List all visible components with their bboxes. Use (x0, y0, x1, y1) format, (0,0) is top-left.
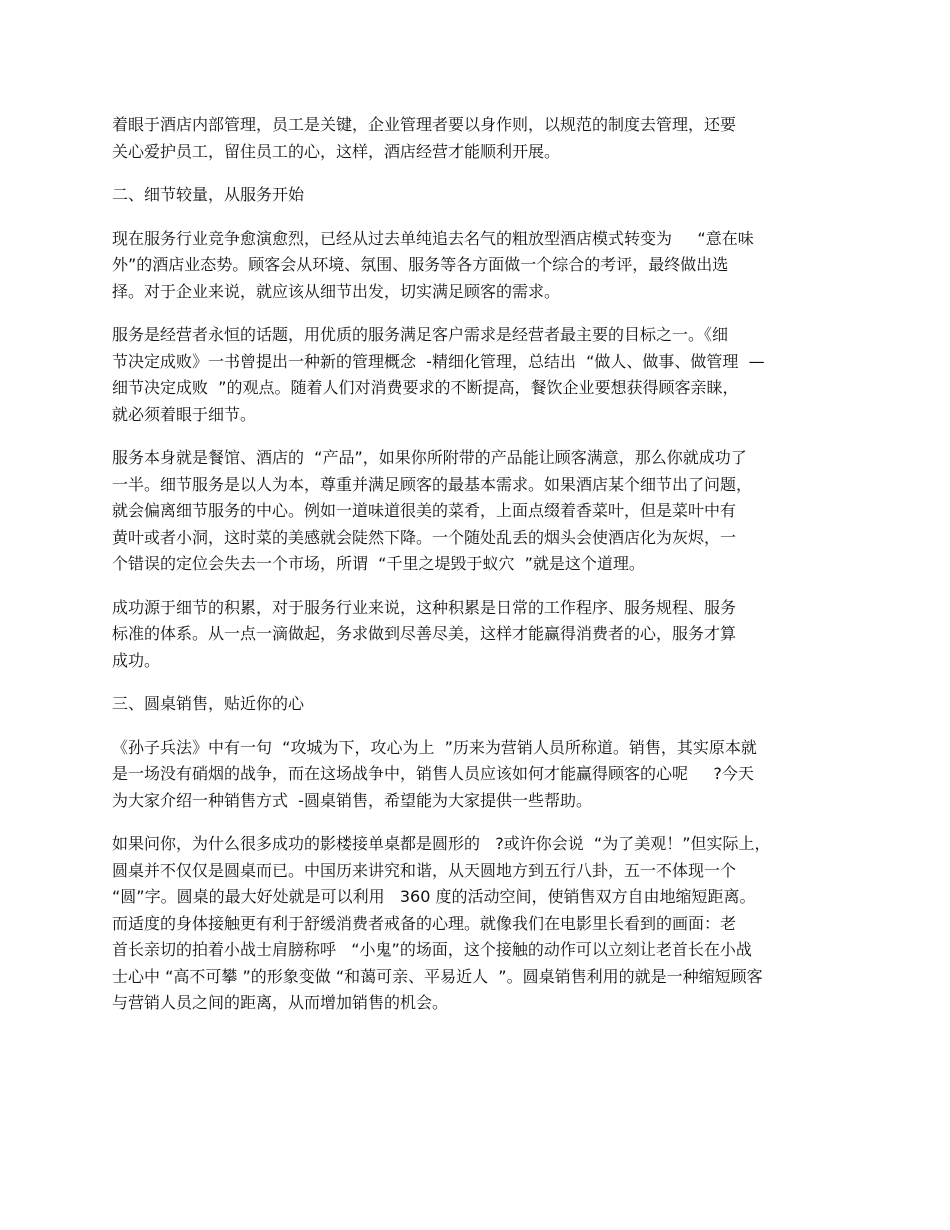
section-heading (112, 691, 832, 718)
text-line: 成功源于细节的积累，对于服务行业来说，这种积累是日常的工作程序、服务规程、服务 (112, 597, 737, 617)
section-heading (112, 182, 832, 209)
body-paragraph (112, 226, 832, 306)
body-paragraph (112, 322, 832, 428)
text-line: 而适度的身体接触更有利于舒缓消费者戒备的心理。就像我们在电影里长看到的画面：老 (112, 913, 737, 933)
body-paragraph (112, 831, 832, 1017)
text-line: 细节决定成败 ”的观点。随着人们对消费要求的不断提高，餐饮企业要想获得顾客亲睐， (112, 378, 739, 397)
text-line: 如果问你，为什么很多成功的影楼接单桌都是圆形的 ?或许你会说 “为了美观！”但实际上， (112, 834, 771, 853)
text-line: 关心爱护员工，留住员工的心，这样，酒店经营才能顺利开展。 (112, 141, 561, 161)
text-line: 服务是经营者永恒的话题，用优质的服务满足客户需求是经营者最主要的目标之一。《细 (112, 325, 729, 344)
text-line: 黄叶或者小洞，这时菜的美感就会陡然下降。一个随处乱丢的烟头会使酒店化为灰烬，一 (112, 527, 737, 547)
text-line: 标准的体系。从一点一滴做起，务求做到尽善尽美，这样才能赢得消费者的心，服务才算 (112, 624, 737, 643)
text-line: 服务本身就是餐馆、酒店的 “产品”，如果你所附带的产品能让顾客满意，那么你就成功了 (112, 448, 747, 467)
text-line: 与营销人员之间的距离，从而增加销售的机会。 (112, 993, 449, 1012)
text-line: 节决定成败》一书曾提出一种新的管理概念 -精细化管理，总结出 “做人、做事、做管理 — (112, 351, 765, 371)
body-paragraph (112, 595, 832, 675)
text-line: 外”的酒店业态势。顾客会从环境、氛围、服务等各方面做一个综合的考评，最终做出选 (112, 255, 729, 274)
text-line: 个错误的定位会失去一个市场，所谓 “千里之堤毁于蚁穴 ”就是这个道理。 (112, 554, 645, 573)
body-paragraph (112, 735, 832, 815)
text-line: 二、细节较量，从服务开始 (112, 185, 305, 204)
text-line: 《孙子兵法》中有一句 “攻城为下，攻心为上 ”历来为营销人员所称道。销售，其实原本就 (112, 737, 757, 757)
text-line: 为大家介绍一种销售方式 -圆桌销售，希望能为大家提供一些帮助。 (112, 790, 592, 810)
text-line: 士心中 “高不可攀 ”的形象变做 “和蔼可亲、平易近人 ”。圆桌销售利用的就是一种缩短顾客 (112, 966, 763, 986)
text-line: 圆桌并不仅仅是圆桌而已。中国历来讲究和谐，从天圆地方到五行八卦，五一不体现一个 (112, 860, 737, 880)
text-line: 是一场没有硝烟的战争，而在这场战争中，销售人员应该如何才能赢得顾客的心呢 ?今天 (112, 764, 754, 783)
text-line: 择。对于企业来说，就应该从细节出发，切实满足顾客的需求。 (112, 281, 561, 301)
text-line: 首长亲切的拍着小战士肩膀称呼 “小鬼”的场面，这个接触的动作可以立刻让老首长在小战 (112, 940, 752, 959)
text-line: 一半。细节服务是以人为本，尊重并满足顾客的最基本需求。如果酒店某个细节出了问题， (112, 474, 753, 494)
text-line: 三、圆桌销售，贴近你的心 (112, 694, 305, 713)
text-line: 就会偏离细节服务的中心。例如一道味道很美的菜肴，上面点缀着香菜叶，但是菜叶中有 (112, 501, 737, 520)
text-line: “圆”字。圆桌的最大好处就是可以利用 360 度的活动空间，使销售双方自由地缩短距离。 (112, 887, 756, 906)
text-line: 成功。 (112, 650, 161, 670)
text-line: 现在服务行业竞争愈演愈烈，已经从过去单纯追去名气的粗放型酒店模式转变为 “意在味 (112, 228, 754, 248)
body-paragraph (112, 445, 832, 578)
document-body (112, 112, 832, 1034)
body-paragraph (112, 112, 832, 165)
text-line: 就必须着眼于细节。 (112, 404, 257, 424)
text-line: 着眼于酒店内部管理，员工是关键，企业管理者要以身作则，以规范的制度去管理，还要 (112, 115, 737, 134)
